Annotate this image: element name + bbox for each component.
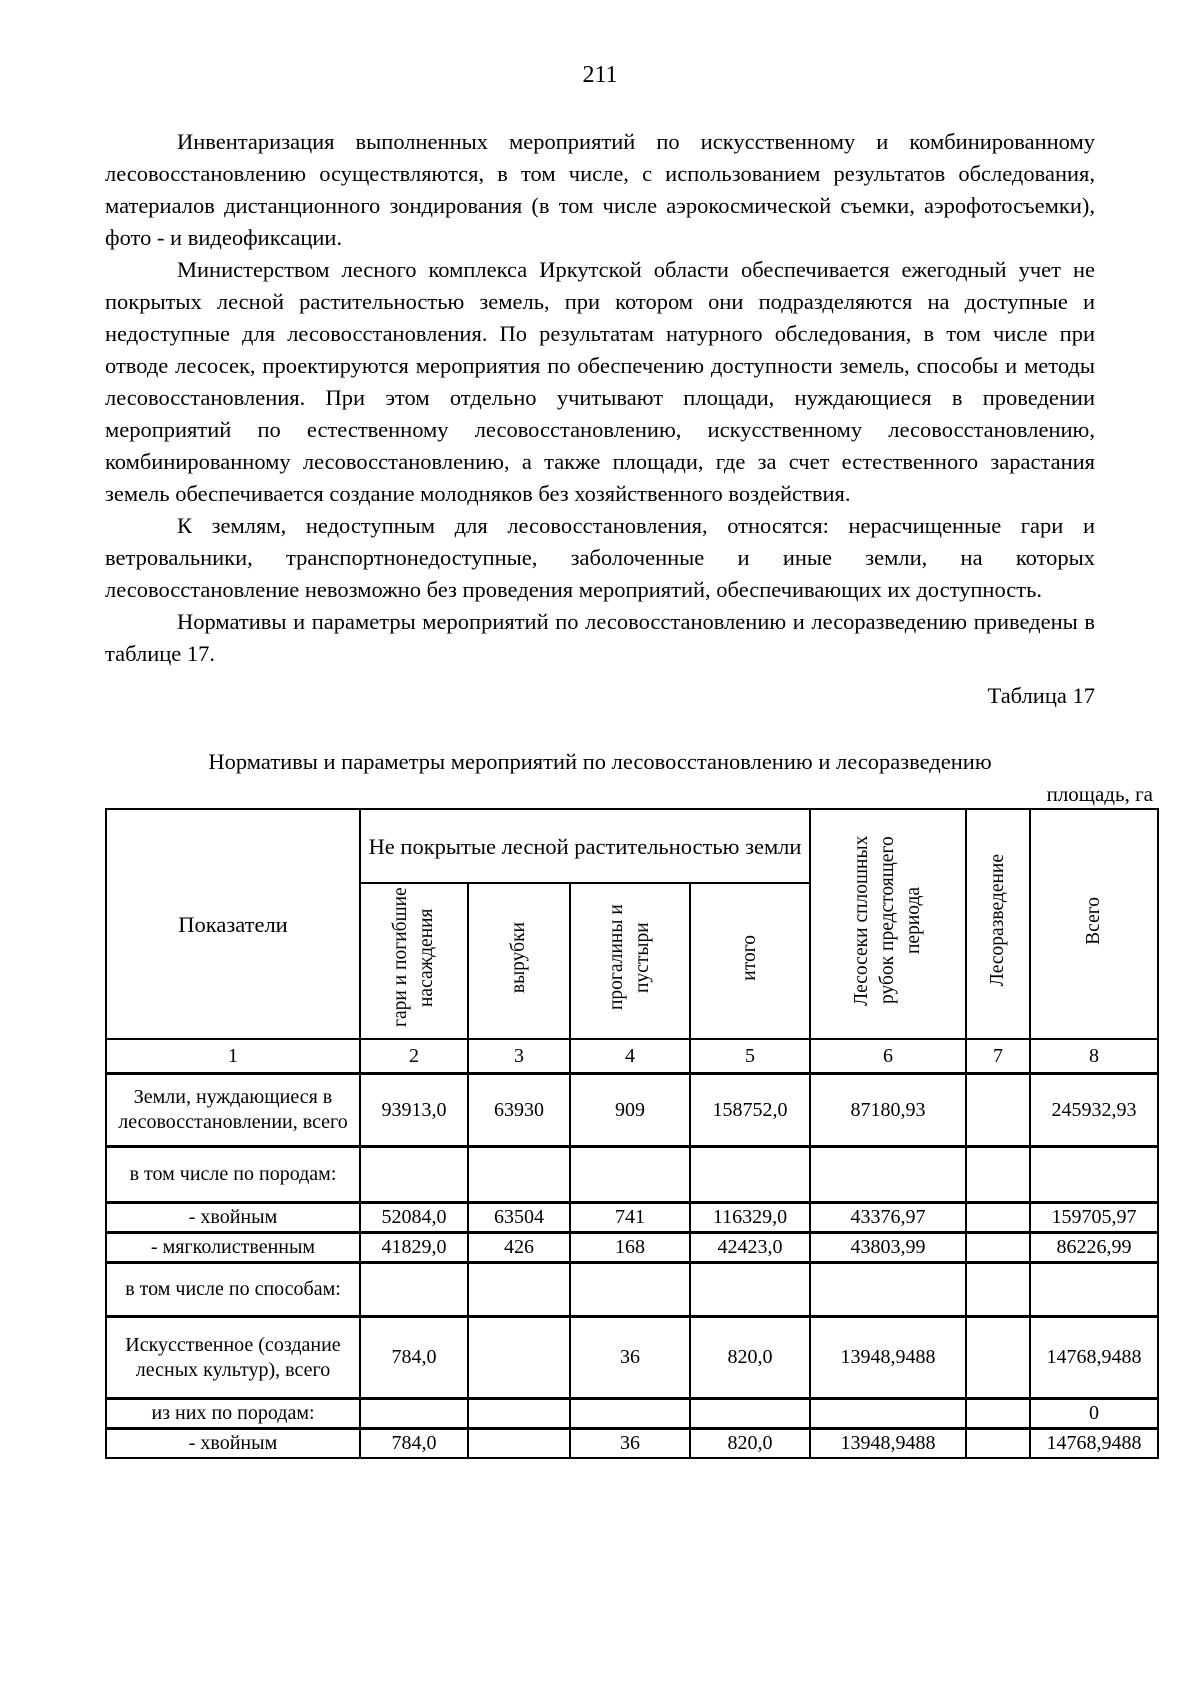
table-cell xyxy=(810,1263,966,1317)
paragraph-inaccessible-lands: К землям, недоступным для лесовосстановления, относятся: нерасчищенные гари и ветровальники, транспортнонедоступные, заболоченные и иные земли, на которых лесовосстановление невозможно без проведения мероприятий, обеспечивающих их доступность. xyxy=(105,513,1095,602)
table-cell xyxy=(966,1263,1030,1317)
table-cell: 93913,0 xyxy=(360,1074,468,1147)
table-cell xyxy=(690,1399,810,1429)
header-burnt-stands xyxy=(360,883,468,1039)
table-cell: 13948,9488 xyxy=(810,1429,966,1459)
unit-note: площадь, га xyxy=(1046,782,1153,806)
header-total xyxy=(1030,809,1158,1039)
header-clearcuts xyxy=(468,883,570,1039)
table-cell xyxy=(570,1147,690,1203)
table-cell xyxy=(690,1263,810,1317)
table-cell: 784,0 xyxy=(360,1429,468,1459)
table-caption: Нормативы и параметры мероприятий по лесовосстановлению и лесоразведению xyxy=(208,749,992,774)
table-cell: 14768,9488 xyxy=(1030,1429,1158,1459)
header-afforestation xyxy=(966,809,1030,1039)
table-row xyxy=(106,1399,1158,1429)
table-row xyxy=(106,1233,1158,1263)
table-cell: 426 xyxy=(468,1233,570,1263)
table-cell: 43376,97 xyxy=(810,1203,966,1233)
header-afforestation-text: Лесоразведение xyxy=(987,854,1009,987)
col-num: 2 xyxy=(360,1039,468,1074)
table-cell xyxy=(468,1429,570,1459)
table-cell xyxy=(690,1147,810,1203)
col-num: 5 xyxy=(690,1039,810,1074)
col-num: 8 xyxy=(1030,1039,1158,1074)
table-cell xyxy=(966,1399,1030,1429)
table-cell: 784,0 xyxy=(360,1317,468,1399)
row-label: в том числе по породам: xyxy=(106,1147,360,1203)
table-cell xyxy=(966,1233,1030,1263)
table-cell: 52084,0 xyxy=(360,1203,468,1233)
table-cell: 741 xyxy=(570,1203,690,1233)
table-cell xyxy=(1030,1147,1158,1203)
table-cell: 168 xyxy=(570,1233,690,1263)
table-cell xyxy=(966,1429,1030,1459)
col-num: 1 xyxy=(106,1039,360,1074)
row-label: - хвойным xyxy=(106,1429,360,1459)
table-cell: 820,0 xyxy=(690,1317,810,1399)
table-cell: 158752,0 xyxy=(690,1074,810,1147)
header-subtotal xyxy=(690,883,810,1039)
table-cell: 87180,93 xyxy=(810,1074,966,1147)
table-row xyxy=(106,1203,1158,1233)
table-cell xyxy=(360,1147,468,1203)
row-label: Земли, нуждающиеся в лесовосстановлении, всего xyxy=(106,1074,360,1147)
paragraph-inventory: Инвентаризация выполненных мероприятий по искусственному и комбинированному лесовосстановлению осуществляются, в том числе, с использованием результатов обследования, материалов дистанционного зондирования (в том числе аэрокосмической съемки, аэрофотосъемки), фото - и видеофиксации. xyxy=(105,129,1095,250)
col-num: 7 xyxy=(966,1039,1030,1074)
col-num: 4 xyxy=(570,1039,690,1074)
table-cell: 159705,97 xyxy=(1030,1203,1158,1233)
header-glades-text: прогалины и пустыри xyxy=(606,904,653,1011)
norms-table xyxy=(105,808,1159,1459)
header-glades xyxy=(570,883,690,1039)
table-cell: 909 xyxy=(570,1074,690,1147)
table-cell xyxy=(966,1317,1030,1399)
table-row xyxy=(106,1263,1158,1317)
table-cell xyxy=(570,1399,690,1429)
table-cell: 63504 xyxy=(468,1203,570,1233)
table-cell: 86226,99 xyxy=(1030,1233,1158,1263)
header-clearcuts-text: вырубки xyxy=(508,921,529,994)
table-cell: 36 xyxy=(570,1317,690,1399)
header-indicators: Показатели xyxy=(106,809,360,1039)
table-row xyxy=(106,1429,1158,1459)
col-num: 6 xyxy=(810,1039,966,1074)
table-cell xyxy=(810,1399,966,1429)
table-cell xyxy=(570,1263,690,1317)
row-label: - хвойным xyxy=(106,1203,360,1233)
table-cell xyxy=(468,1147,570,1203)
paragraph-table-reference: Нормативы и параметры мероприятий по лесовосстановлению и лесоразведению приведены в таблице 17. xyxy=(105,609,1095,666)
table-cell: 116329,0 xyxy=(690,1203,810,1233)
table-cell: 0 xyxy=(1030,1399,1158,1429)
table-cell xyxy=(810,1147,966,1203)
page-number: 211 xyxy=(582,62,618,88)
table-wrapper xyxy=(105,780,1157,1459)
table-cell xyxy=(966,1203,1030,1233)
table-cell xyxy=(966,1147,1030,1203)
table-cell xyxy=(1030,1263,1158,1317)
table-cell xyxy=(360,1263,468,1317)
table-cell xyxy=(468,1399,570,1429)
table-cell: 245932,93 xyxy=(1030,1074,1158,1147)
header-logging-sites-text: Лесосеки сплошных рубок предстоящего периода xyxy=(851,835,925,1006)
table-row xyxy=(106,1147,1158,1203)
table-cell xyxy=(468,1263,570,1317)
table-cell: 14768,9488 xyxy=(1030,1317,1158,1399)
table-cell xyxy=(360,1399,468,1429)
header-logging-sites xyxy=(810,809,966,1039)
header-burnt-stands-text: гари и погибшие насаждения xyxy=(390,887,437,1028)
header-subtotal-text: итого xyxy=(739,934,760,981)
row-label: из них по породам: xyxy=(106,1399,360,1429)
column-number-row xyxy=(106,1039,1158,1074)
table-cell: 36 xyxy=(570,1429,690,1459)
header-group-uncovered-lands: Не покрытые лесной растительностью земли xyxy=(360,809,810,883)
table-cell xyxy=(468,1317,570,1399)
table-cell xyxy=(966,1074,1030,1147)
table-row xyxy=(106,1317,1158,1399)
row-label: - мягколиственным xyxy=(106,1233,360,1263)
row-label: Искусственное (создание лесных культур), всего xyxy=(106,1317,360,1399)
table-cell: 43803,99 xyxy=(810,1233,966,1263)
table-cell: 42423,0 xyxy=(690,1233,810,1263)
header-total-text: Всего xyxy=(1083,896,1105,945)
table-row xyxy=(106,1074,1158,1147)
table-cell: 13948,9488 xyxy=(810,1317,966,1399)
table-label: Таблица 17 xyxy=(987,683,1095,708)
row-label: в том числе по способам: xyxy=(106,1263,360,1317)
table-cell: 63930 xyxy=(468,1074,570,1147)
body-text xyxy=(105,126,1095,670)
table-cell: 41829,0 xyxy=(360,1233,468,1263)
table-cell: 820,0 xyxy=(690,1429,810,1459)
paragraph-ministry: Министерством лесного комплекса Иркутской области обеспечивается ежегодный учет не покрытых лесной растительностью земель, при котором они подразделяются на доступные и недоступные для лесовосстановления. По результатам натурного обследования, в том числе при отводе лесосек, проектируются мероприятия по обеспечению доступности земель, способы и методы лесовосстановления. При этом отдельно учитывают площади, нуждающиеся в проведении мероприятий по естественному лесовосстановлению, искусственному лесовосстановлению, комбинированному лесовосстановлению, а также площади, где за счет естественного зарастания земель обеспечивается создание молодняков без хозяйственного воздействия. xyxy=(105,257,1095,506)
col-num: 3 xyxy=(468,1039,570,1074)
